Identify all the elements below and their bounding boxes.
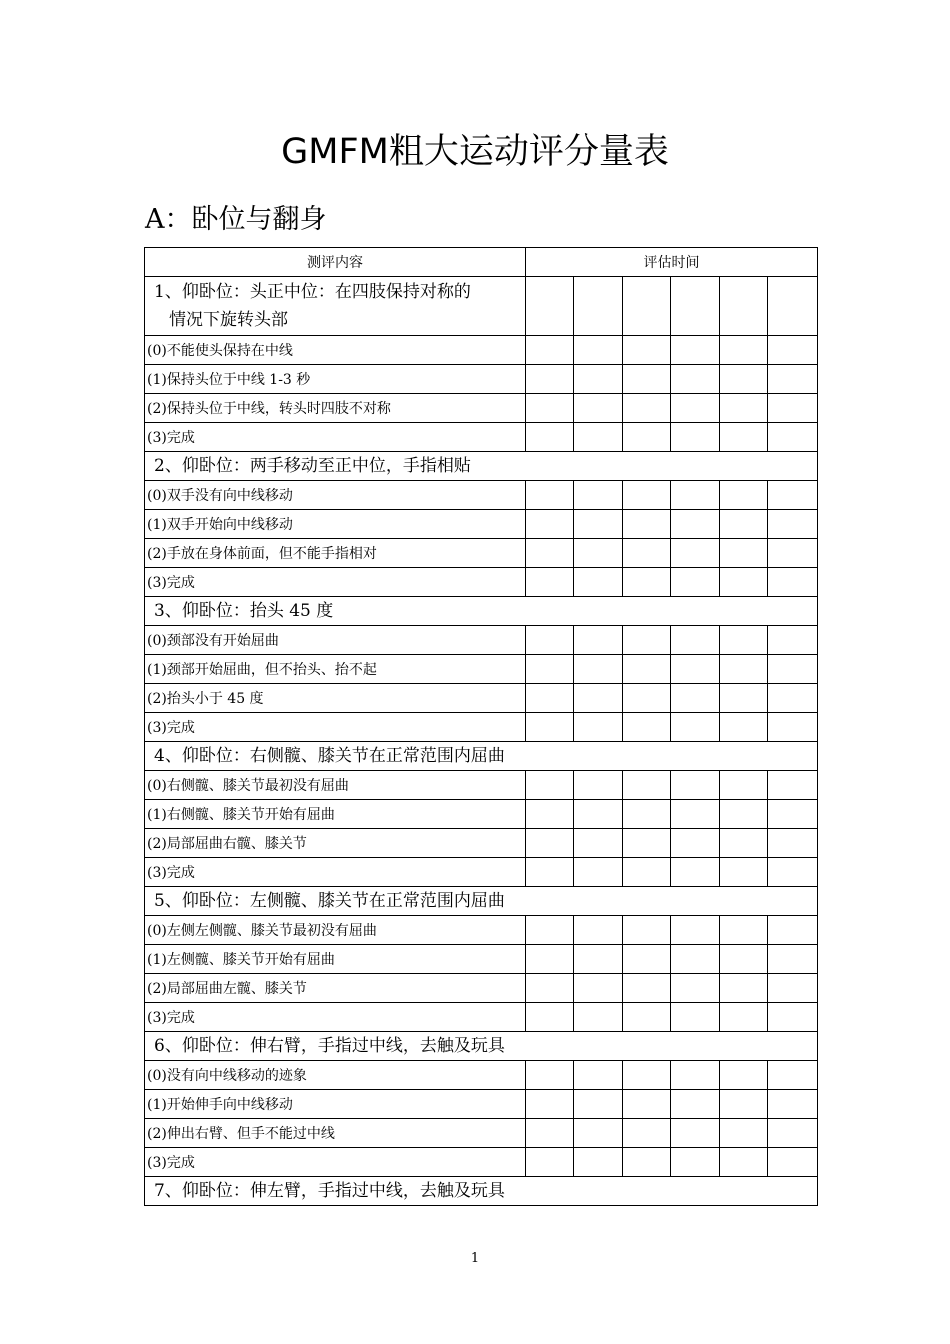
option-row <box>145 1090 818 1119</box>
option-row <box>145 974 818 1003</box>
question-line: 2、仰卧位：两手移动至正中位，手指相贴 <box>154 456 471 476</box>
score-cell[interactable] <box>526 916 574 945</box>
score-cell[interactable] <box>526 800 574 829</box>
option-row <box>145 568 818 597</box>
score-cell[interactable] <box>574 1148 623 1177</box>
score-cell[interactable] <box>720 713 768 742</box>
score-cell[interactable] <box>623 945 671 974</box>
score-cell[interactable] <box>526 1061 574 1090</box>
option-row <box>145 1119 818 1148</box>
question-text <box>145 277 526 336</box>
score-cell[interactable] <box>671 858 720 887</box>
option-text: (3)完成 <box>145 858 526 887</box>
score-cell[interactable] <box>768 771 818 800</box>
score-cell[interactable] <box>623 1061 671 1090</box>
option-row <box>145 858 818 887</box>
score-cell[interactable] <box>768 916 818 945</box>
score-cell[interactable] <box>526 829 574 858</box>
option-row <box>145 684 818 713</box>
header-time: 评估时间 <box>526 248 818 277</box>
score-cell[interactable] <box>526 277 574 336</box>
score-cell[interactable] <box>574 771 623 800</box>
score-cell[interactable] <box>526 365 574 394</box>
score-cell[interactable] <box>671 684 720 713</box>
score-cell[interactable] <box>526 481 574 510</box>
score-cell[interactable] <box>526 771 574 800</box>
score-cell[interactable] <box>574 510 623 539</box>
question-text <box>145 1032 818 1061</box>
score-cell[interactable] <box>720 684 768 713</box>
score-cell[interactable] <box>768 1003 818 1032</box>
question-line: 3、仰卧位：抬头 45 度 <box>154 601 334 621</box>
score-cell[interactable] <box>623 829 671 858</box>
option-text: (1)颈部开始屈曲，但不抬头、抬不起 <box>145 655 526 684</box>
option-row <box>145 1148 818 1177</box>
score-cell[interactable] <box>574 394 623 423</box>
score-cell[interactable] <box>526 626 574 655</box>
option-text: (0)左侧左侧髋、膝关节最初没有屈曲 <box>145 916 526 945</box>
score-cell[interactable] <box>768 481 818 510</box>
score-cell[interactable] <box>623 481 671 510</box>
question-line: 7、仰卧位：伸左臂，手指过中线，去触及玩具 <box>154 1181 505 1201</box>
score-cell[interactable] <box>526 1148 574 1177</box>
score-cell[interactable] <box>768 800 818 829</box>
score-cell[interactable] <box>720 1148 768 1177</box>
score-cell[interactable] <box>671 1090 720 1119</box>
question-row <box>145 277 818 336</box>
score-cell[interactable] <box>574 974 623 1003</box>
score-cell[interactable] <box>574 277 623 336</box>
score-cell[interactable] <box>671 1061 720 1090</box>
score-cell[interactable] <box>623 394 671 423</box>
score-cell[interactable] <box>526 394 574 423</box>
score-cell[interactable] <box>574 800 623 829</box>
score-cell[interactable] <box>671 336 720 365</box>
score-cell[interactable] <box>720 655 768 684</box>
score-cell[interactable] <box>671 916 720 945</box>
option-row <box>145 423 818 452</box>
table-header-row <box>145 248 818 277</box>
score-cell[interactable] <box>526 423 574 452</box>
score-cell[interactable] <box>671 481 720 510</box>
question-row <box>145 887 818 916</box>
question-row <box>145 452 818 481</box>
question-line: 情况下旋转头部 <box>169 310 288 330</box>
score-cell[interactable] <box>768 365 818 394</box>
question-line: 6、仰卧位：伸右臂，手指过中线，去触及玩具 <box>154 1036 505 1056</box>
question-text <box>145 1177 818 1206</box>
option-text: (1)开始伸手向中线移动 <box>145 1090 526 1119</box>
score-cell[interactable] <box>720 626 768 655</box>
score-cell[interactable] <box>768 626 818 655</box>
score-cell[interactable] <box>526 858 574 887</box>
option-text: (3)完成 <box>145 713 526 742</box>
option-text: (3)完成 <box>145 1003 526 1032</box>
score-cell[interactable] <box>671 974 720 1003</box>
score-cell[interactable] <box>671 1148 720 1177</box>
score-cell[interactable] <box>574 336 623 365</box>
option-text: (0)右侧髋、膝关节最初没有屈曲 <box>145 771 526 800</box>
score-cell[interactable] <box>574 423 623 452</box>
option-row <box>145 655 818 684</box>
score-cell[interactable] <box>574 1119 623 1148</box>
score-cell[interactable] <box>720 771 768 800</box>
score-cell[interactable] <box>768 713 818 742</box>
score-cell[interactable] <box>768 568 818 597</box>
header-content: 测评内容 <box>145 248 526 277</box>
option-text: (1)右侧髋、膝关节开始有屈曲 <box>145 800 526 829</box>
score-cell[interactable] <box>574 684 623 713</box>
option-text: (2)抬头小于 45 度 <box>145 684 526 713</box>
option-row <box>145 800 818 829</box>
score-cell[interactable] <box>526 510 574 539</box>
option-text: (1)双手开始向中线移动 <box>145 510 526 539</box>
score-cell[interactable] <box>768 829 818 858</box>
score-cell[interactable] <box>720 539 768 568</box>
score-cell[interactable] <box>574 655 623 684</box>
option-row <box>145 829 818 858</box>
score-cell[interactable] <box>574 858 623 887</box>
question-row <box>145 1177 818 1206</box>
score-cell[interactable] <box>623 626 671 655</box>
score-cell[interactable] <box>574 365 623 394</box>
score-cell[interactable] <box>720 916 768 945</box>
option-row <box>145 510 818 539</box>
score-cell[interactable] <box>526 713 574 742</box>
score-cell[interactable] <box>671 539 720 568</box>
score-cell[interactable] <box>574 481 623 510</box>
score-cell[interactable] <box>574 1003 623 1032</box>
score-cell[interactable] <box>526 684 574 713</box>
question-line: 4、仰卧位：右侧髋、膝关节在正常范围内屈曲 <box>154 746 505 766</box>
option-text: (3)完成 <box>145 423 526 452</box>
score-cell[interactable] <box>671 800 720 829</box>
score-cell[interactable] <box>623 510 671 539</box>
score-cell[interactable] <box>526 945 574 974</box>
option-row <box>145 626 818 655</box>
question-text <box>145 742 818 771</box>
score-cell[interactable] <box>720 394 768 423</box>
score-cell[interactable] <box>671 829 720 858</box>
score-cell[interactable] <box>768 1061 818 1090</box>
option-row <box>145 481 818 510</box>
score-cell[interactable] <box>720 277 768 336</box>
question-text <box>145 452 818 481</box>
score-cell[interactable] <box>623 713 671 742</box>
score-cell[interactable] <box>720 974 768 1003</box>
score-cell[interactable] <box>768 684 818 713</box>
score-cell[interactable] <box>526 655 574 684</box>
score-cell[interactable] <box>526 539 574 568</box>
score-cell[interactable] <box>768 277 818 336</box>
score-cell[interactable] <box>623 1148 671 1177</box>
score-cell[interactable] <box>671 1119 720 1148</box>
page-number: 1 <box>470 1251 480 1266</box>
score-cell[interactable] <box>671 655 720 684</box>
score-cell[interactable] <box>720 1061 768 1090</box>
score-cell[interactable] <box>720 1003 768 1032</box>
score-cell[interactable] <box>671 365 720 394</box>
score-cell[interactable] <box>720 829 768 858</box>
option-text: (2)保持头位于中线，转头时四肢不对称 <box>145 394 526 423</box>
score-cell[interactable] <box>768 1119 818 1148</box>
question-row <box>145 1032 818 1061</box>
page-title: GMFM粗大运动评分量表 <box>281 132 669 172</box>
score-cell[interactable] <box>526 974 574 1003</box>
question-row <box>145 597 818 626</box>
option-text: (3)完成 <box>145 568 526 597</box>
score-cell[interactable] <box>768 510 818 539</box>
question-line: 1、仰卧位：头正中位：在四肢保持对称的 <box>154 282 471 302</box>
option-text: (2)局部屈曲左髋、膝关节 <box>145 974 526 1003</box>
score-cell[interactable] <box>720 858 768 887</box>
option-row <box>145 713 818 742</box>
score-cell[interactable] <box>720 1119 768 1148</box>
question-text <box>145 887 818 916</box>
score-cell[interactable] <box>574 568 623 597</box>
score-cell[interactable] <box>671 394 720 423</box>
section-heading: A：卧位与翻身 <box>145 204 327 235</box>
score-cell[interactable] <box>623 1090 671 1119</box>
score-cell[interactable] <box>720 1090 768 1119</box>
score-cell[interactable] <box>623 1119 671 1148</box>
score-cell[interactable] <box>623 655 671 684</box>
score-cell[interactable] <box>574 1090 623 1119</box>
score-cell[interactable] <box>720 510 768 539</box>
option-row <box>145 365 818 394</box>
score-cell[interactable] <box>526 1003 574 1032</box>
question-line: 5、仰卧位：左侧髋、膝关节在正常范围内屈曲 <box>154 891 505 911</box>
score-cell[interactable] <box>720 423 768 452</box>
score-cell[interactable] <box>671 771 720 800</box>
option-row <box>145 945 818 974</box>
option-text: (2)手放在身体前面，但不能手指相对 <box>145 539 526 568</box>
score-cell[interactable] <box>671 568 720 597</box>
score-cell[interactable] <box>623 423 671 452</box>
score-cell[interactable] <box>623 365 671 394</box>
score-cell[interactable] <box>671 945 720 974</box>
score-cell[interactable] <box>623 771 671 800</box>
question-text <box>145 597 818 626</box>
score-cell[interactable] <box>768 974 818 1003</box>
score-cell[interactable] <box>768 945 818 974</box>
score-cell[interactable] <box>720 481 768 510</box>
score-cell[interactable] <box>526 1119 574 1148</box>
score-cell[interactable] <box>574 713 623 742</box>
score-cell[interactable] <box>768 423 818 452</box>
score-cell[interactable] <box>574 1061 623 1090</box>
score-cell[interactable] <box>768 1090 818 1119</box>
score-cell[interactable] <box>768 539 818 568</box>
option-text: (0)不能使头保持在中线 <box>145 336 526 365</box>
option-row <box>145 1061 818 1090</box>
score-cell[interactable] <box>623 539 671 568</box>
score-cell[interactable] <box>526 568 574 597</box>
option-row <box>145 916 818 945</box>
score-cell[interactable] <box>574 829 623 858</box>
score-cell[interactable] <box>574 626 623 655</box>
score-cell[interactable] <box>671 713 720 742</box>
score-cell[interactable] <box>623 916 671 945</box>
option-text: (1)左侧髋、膝关节开始有屈曲 <box>145 945 526 974</box>
score-cell[interactable] <box>671 510 720 539</box>
score-cell[interactable] <box>623 684 671 713</box>
option-row <box>145 1003 818 1032</box>
question-row <box>145 742 818 771</box>
score-cell[interactable] <box>623 277 671 336</box>
option-row <box>145 539 818 568</box>
option-text: (0)没有向中线移动的迹象 <box>145 1061 526 1090</box>
score-cell[interactable] <box>720 945 768 974</box>
option-text: (2)伸出右臂、但手不能过中线 <box>145 1119 526 1148</box>
score-cell[interactable] <box>574 916 623 945</box>
score-cell[interactable] <box>623 800 671 829</box>
score-cell[interactable] <box>671 423 720 452</box>
option-row <box>145 771 818 800</box>
score-cell[interactable] <box>720 365 768 394</box>
score-cell[interactable] <box>623 858 671 887</box>
score-cell[interactable] <box>526 336 574 365</box>
score-cell[interactable] <box>671 626 720 655</box>
option-text: (1)保持头位于中线 1-3 秒 <box>145 365 526 394</box>
score-cell[interactable] <box>671 1003 720 1032</box>
score-cell[interactable] <box>720 336 768 365</box>
score-cell[interactable] <box>768 394 818 423</box>
option-row <box>145 336 818 365</box>
option-text: (0)双手没有向中线移动 <box>145 481 526 510</box>
option-text: (3)完成 <box>145 1148 526 1177</box>
option-row <box>145 394 818 423</box>
score-cell[interactable] <box>768 1148 818 1177</box>
option-text: (2)局部屈曲右髋、膝关节 <box>145 829 526 858</box>
score-cell[interactable] <box>623 336 671 365</box>
score-cell[interactable] <box>768 655 818 684</box>
score-cell[interactable] <box>574 539 623 568</box>
score-cell[interactable] <box>623 1003 671 1032</box>
score-cell[interactable] <box>720 800 768 829</box>
score-cell[interactable] <box>574 945 623 974</box>
option-text: (0)颈部没有开始屈曲 <box>145 626 526 655</box>
score-cell[interactable] <box>720 568 768 597</box>
score-cell[interactable] <box>768 336 818 365</box>
score-cell[interactable] <box>526 1090 574 1119</box>
assessment-table <box>144 247 818 1206</box>
score-cell[interactable] <box>671 277 720 336</box>
score-cell[interactable] <box>623 974 671 1003</box>
score-cell[interactable] <box>768 858 818 887</box>
score-cell[interactable] <box>623 568 671 597</box>
